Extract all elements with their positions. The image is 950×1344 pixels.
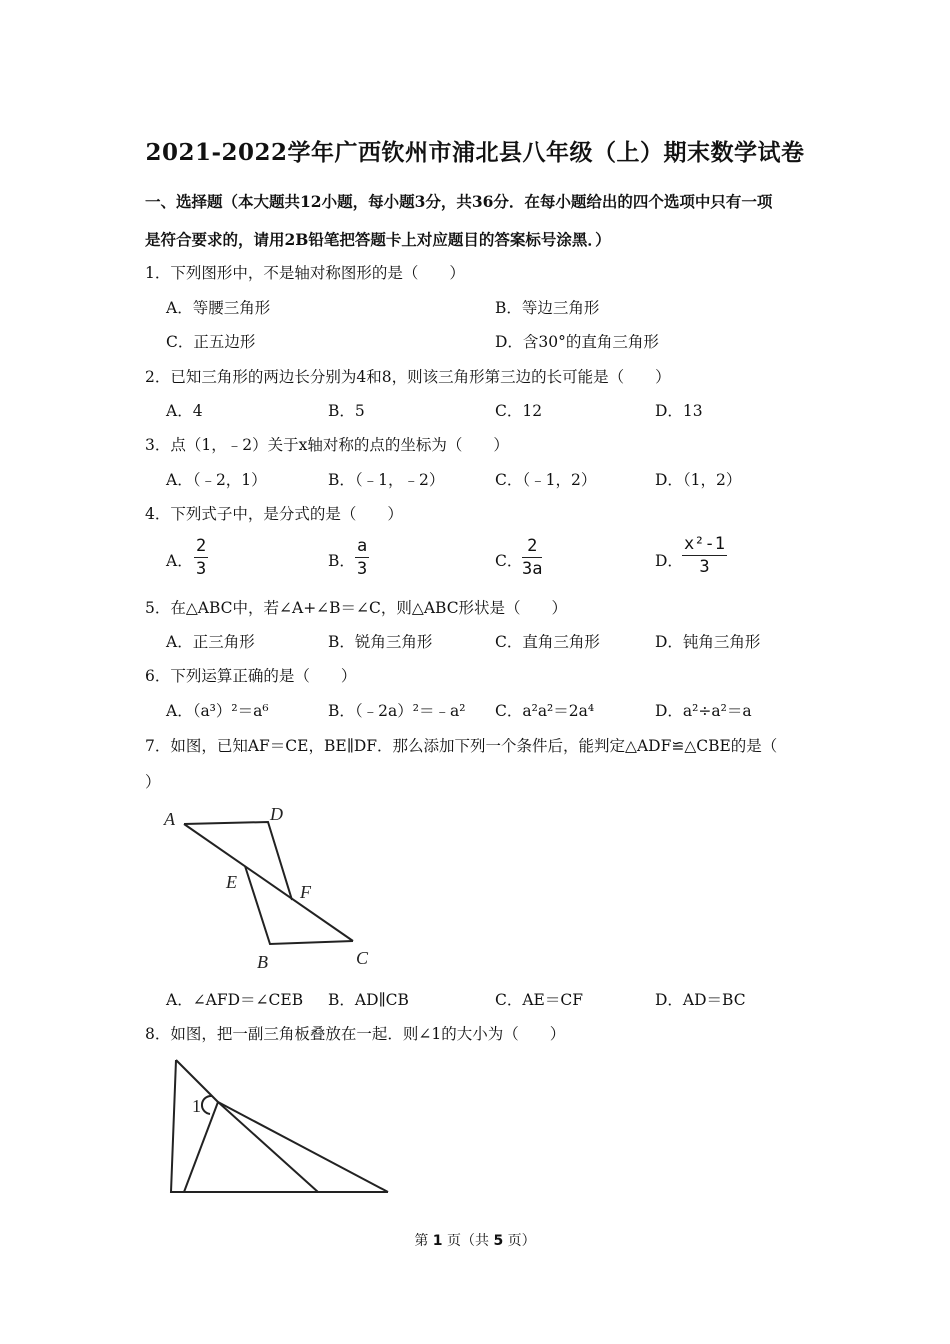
q4-option-d: D．: [655, 552, 683, 570]
q4-fraction-c-numerator: 2: [527, 536, 538, 556]
q4-fraction-a-denominator: 3: [196, 559, 207, 579]
q3-option-d: D．（1，2）: [655, 471, 742, 489]
q3-option-c: C．（﹣1，2）: [495, 471, 597, 489]
q7-label-f: F: [300, 882, 311, 902]
question-6-stem: 6．下列运算正确的是（ ）: [145, 667, 357, 685]
question-7-stem-cont: ）: [145, 773, 161, 791]
q2-option-c: C．12: [495, 402, 543, 420]
q5-option-b: B．锐角三角形: [328, 633, 433, 651]
q4-fraction-d-numerator: x²-1: [684, 534, 725, 554]
q5-option-d: D．钝角三角形: [655, 633, 761, 651]
q1-option-a: A．等腰三角形: [166, 299, 271, 317]
q2-option-d: D．13: [655, 402, 703, 420]
q4-fraction-b-numerator: a: [357, 536, 368, 556]
q4-option-a: A．: [166, 552, 193, 570]
q6-option-d: D．a²÷a²＝a: [655, 702, 752, 720]
q4-fraction-c-denominator: 3a: [522, 559, 543, 579]
q4-option-c: C．: [495, 552, 523, 570]
q6-option-c: C．a²a²＝2a⁴: [495, 702, 595, 720]
section-heading-line1: 一、选择题（本大题共12小题，每小题3分，共36分．在每小题给出的四个选项中只有一项: [145, 192, 773, 211]
q7-option-c: C．AE＝CF: [495, 991, 583, 1009]
q7-label-e: E: [226, 872, 237, 892]
q7-label-c: C: [356, 948, 369, 968]
q7-option-d: D．AD＝BC: [655, 991, 746, 1009]
q7-label-b: B: [257, 952, 268, 972]
q4-fraction-c: [522, 538, 542, 578]
q7-label-d: D: [270, 804, 283, 824]
question-8-stem: 8．如图，把一副三角板叠放在一起．则∠1的大小为（ ）: [145, 1025, 566, 1043]
q8-inner-line: [184, 1102, 218, 1192]
footer-mid: 页（共: [442, 1233, 494, 1249]
q4-fraction-b: [355, 538, 369, 578]
q4-fraction-b-denominator: 3: [357, 559, 368, 579]
q4-fraction-d: [682, 536, 727, 576]
q7-label-a: A: [164, 809, 175, 829]
q8-label-1: 1: [192, 1096, 201, 1116]
question-3-stem: 3．点（1，﹣2）关于x轴对称的点的坐标为（ ）: [145, 436, 509, 454]
footer-total-pages: 5: [493, 1233, 504, 1249]
footer-post: 页）: [503, 1233, 536, 1249]
q1-option-b: B．等边三角形: [495, 299, 600, 317]
question-2-stem: 2．已知三角形的两边长分别为4和8，则该三角形第三边的长可能是（ ）: [145, 368, 671, 386]
section-heading-line2: 是符合要求的，请用2B铅笔把答题卡上对应题目的答案标号涂黑．）: [145, 230, 611, 249]
q1-option-c: C．正五边形: [166, 333, 256, 351]
q7-line-a-c: [184, 824, 353, 941]
q8-angle-arc: [202, 1096, 212, 1114]
q3-option-a: A．（﹣2，1）: [166, 471, 267, 489]
q2-option-b: B．5: [328, 402, 365, 420]
q5-option-c: C．直角三角形: [495, 633, 600, 651]
q6-option-b: B．（﹣2a）²＝﹣a²: [328, 702, 466, 720]
question-4-stem: 4．下列式子中，是分式的是（ ）: [145, 505, 403, 523]
q6-option-a: A．（a³）²＝a⁶: [166, 702, 269, 720]
q4-option-b: B．: [328, 552, 355, 570]
q4-fraction-d-denominator: 3: [682, 555, 727, 576]
footer-page-number: 1: [432, 1233, 443, 1249]
q7-option-a: A．∠AFD＝∠CEB: [166, 991, 304, 1009]
q8-figure: [160, 1050, 400, 1200]
q2-option-a: A．4: [166, 402, 203, 420]
q3-option-b: B．（﹣1，﹣2）: [328, 471, 445, 489]
footer-pre: 第: [414, 1233, 433, 1249]
q4-fraction-a-numerator: 2: [196, 536, 207, 556]
question-7-stem: 7．如图，已知AF＝CE，BE∥DF．那么添加下列一个条件后，能判定△ADF≌△CBE的是（: [145, 737, 778, 755]
page-footer: [0, 1230, 950, 1250]
q5-option-a: A．正三角形: [166, 633, 255, 651]
page-title: 2021-2022学年广西钦州市浦北县八年级（上）期末数学试卷: [145, 139, 805, 166]
question-5-stem: 5．在△ABC中，若∠A+∠B＝∠C，则△ABC形状是（ ）: [145, 599, 568, 617]
q4-fraction-a: [194, 538, 208, 578]
q1-option-d: D．含30°的直角三角形: [495, 333, 659, 351]
q7-figure: [160, 800, 380, 975]
q7-option-b: B．AD∥CB: [328, 991, 409, 1009]
question-1-stem: 1．下列图形中，不是轴对称图形的是（ ）: [145, 264, 465, 282]
